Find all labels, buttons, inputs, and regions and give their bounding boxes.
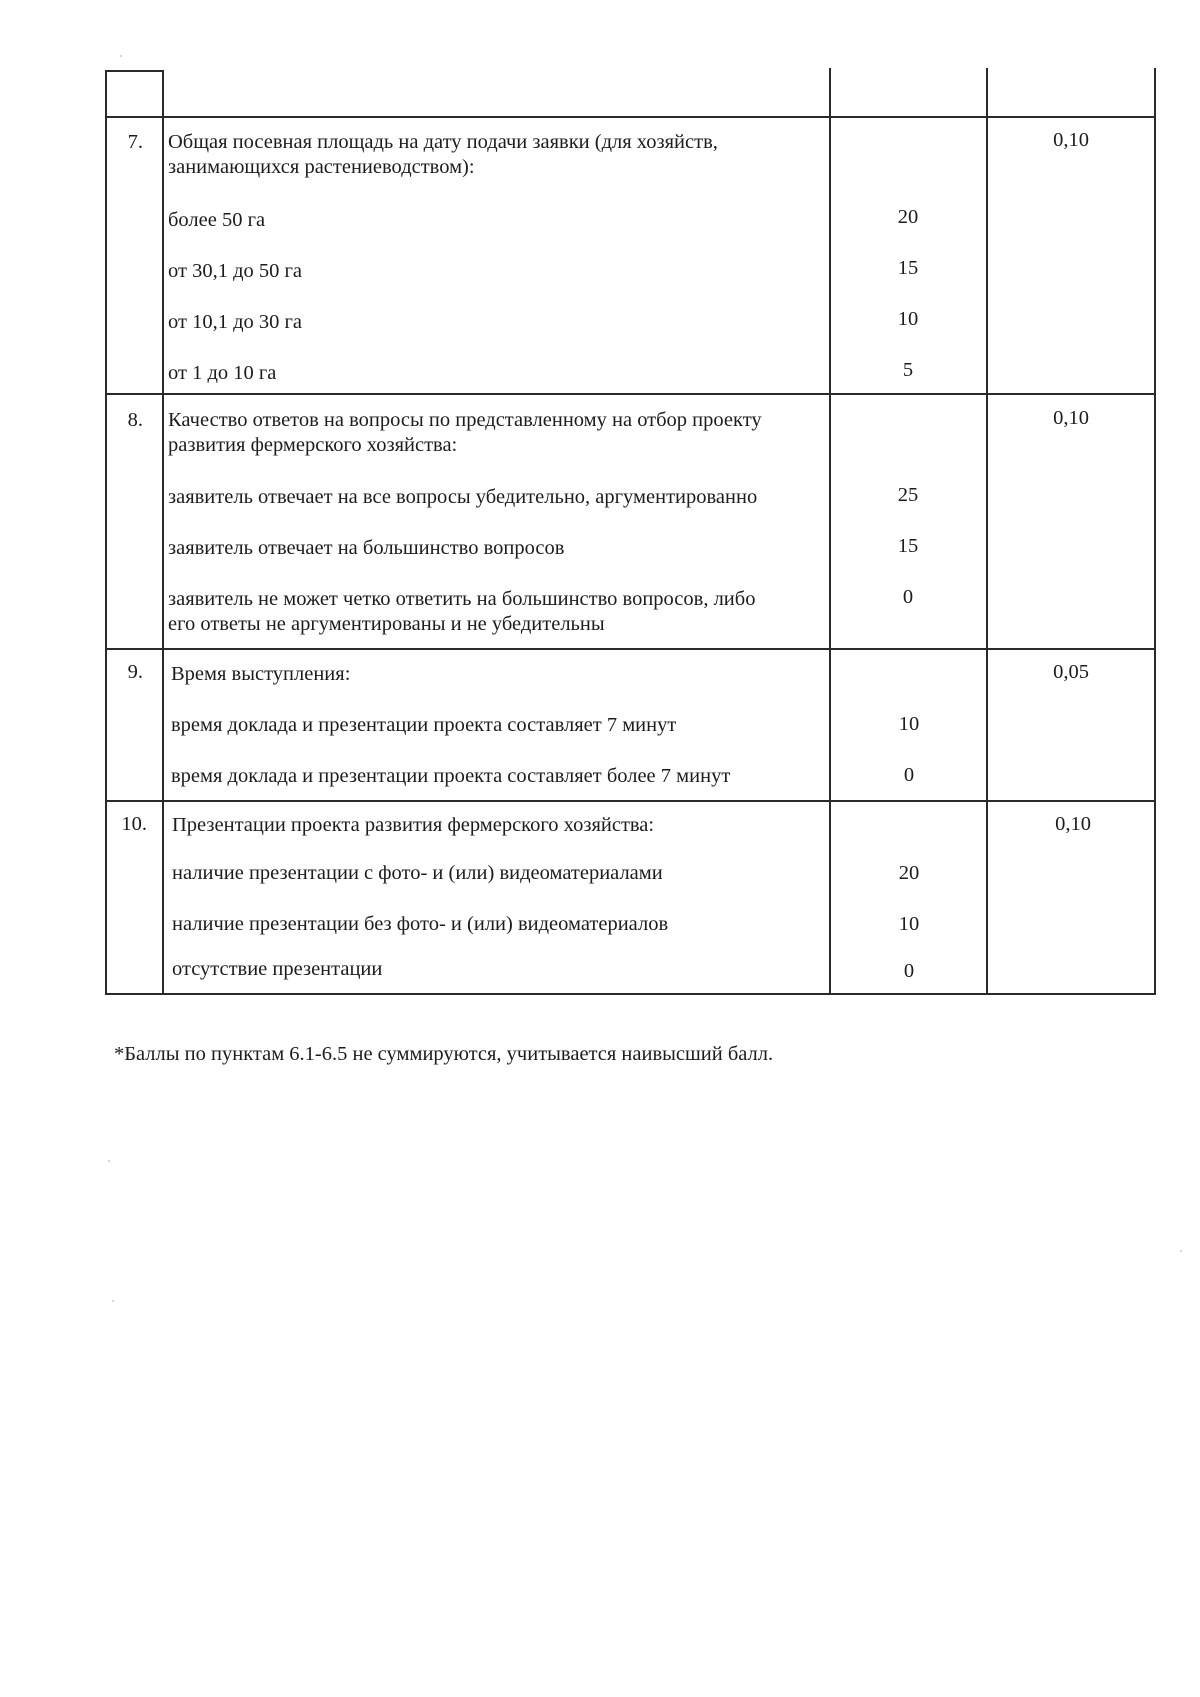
option-score: 10 xyxy=(898,913,920,935)
option-score: 5 xyxy=(902,359,914,381)
scan-speck xyxy=(120,55,122,57)
option-text: заявитель отвечает на большинство вопросов xyxy=(168,537,565,559)
table-row-divider xyxy=(105,70,163,72)
option-text: его ответы не аргументированы и не убедительны xyxy=(168,613,605,635)
option-score: 20 xyxy=(898,862,920,884)
criterion-title: Общая посевная площадь на дату подачи заявки (для хозяйств, xyxy=(168,131,718,153)
row-number: 8. xyxy=(127,409,143,431)
option-text: заявитель не может четко ответить на большинство вопросов, либо xyxy=(168,588,756,610)
scan-speck xyxy=(108,1160,110,1162)
scan-speck xyxy=(1180,1250,1182,1252)
option-score: 10 xyxy=(898,713,920,735)
footnote: *Баллы по пунктам 6.1-6.5 не суммируются, учитывается наивысший балл. xyxy=(114,1043,774,1065)
table-row-divider xyxy=(105,648,1155,650)
option-score: 15 xyxy=(897,535,919,557)
criterion-weight: 0,10 xyxy=(1053,129,1089,151)
table-border-bottom xyxy=(105,993,1155,995)
option-text: заявитель отвечает на все вопросы убедительно, аргументированно xyxy=(168,486,758,508)
option-score: 10 xyxy=(897,308,919,330)
table-row-divider xyxy=(105,393,1155,395)
criterion-title: Качество ответов на вопросы по представленному на отбор проекту xyxy=(168,409,762,431)
table-column-divider xyxy=(829,68,831,995)
criterion-title: Время выступления: xyxy=(171,663,351,685)
criterion-title: развития фермерского хозяйства: xyxy=(168,434,458,456)
option-text: от 1 до 10 га xyxy=(168,362,277,384)
option-score: 20 xyxy=(897,206,919,228)
option-text: наличие презентации без фото- и (или) видеоматериалов xyxy=(172,913,669,935)
option-text: от 10,1 до 30 га xyxy=(168,311,303,333)
option-score: 15 xyxy=(897,257,919,279)
option-score: 0 xyxy=(903,960,915,982)
option-text: наличие презентации с фото- и (или) видеоматериалами xyxy=(172,862,663,884)
criterion-weight: 0,05 xyxy=(1053,661,1089,683)
criterion-weight: 0,10 xyxy=(1055,813,1091,835)
table-border-left xyxy=(105,70,107,995)
option-score: 25 xyxy=(897,484,919,506)
row-number: 10. xyxy=(121,813,147,835)
option-text: более 50 га xyxy=(168,209,266,231)
table-row-divider xyxy=(105,116,1155,118)
table-border-right xyxy=(1154,68,1156,995)
row-number: 9. xyxy=(127,661,143,683)
table-column-divider xyxy=(986,68,988,995)
option-score: 0 xyxy=(902,586,914,608)
option-text: время доклада и презентации проекта составляет более 7 минут xyxy=(171,765,731,787)
table-row-divider xyxy=(105,800,1155,802)
option-text: отсутствие презентации xyxy=(172,958,383,980)
row-number: 7. xyxy=(127,131,143,153)
option-score: 0 xyxy=(903,764,915,786)
criterion-weight: 0,10 xyxy=(1053,407,1089,429)
scan-speck xyxy=(112,1300,114,1302)
criterion-title: Презентации проекта развития фермерского хозяйства: xyxy=(172,814,655,836)
table-column-divider xyxy=(162,70,164,995)
criterion-title: занимающихся растениеводством): xyxy=(168,156,475,178)
option-text: от 30,1 до 50 га xyxy=(168,260,303,282)
option-text: время доклада и презентации проекта составляет 7 минут xyxy=(171,714,677,736)
